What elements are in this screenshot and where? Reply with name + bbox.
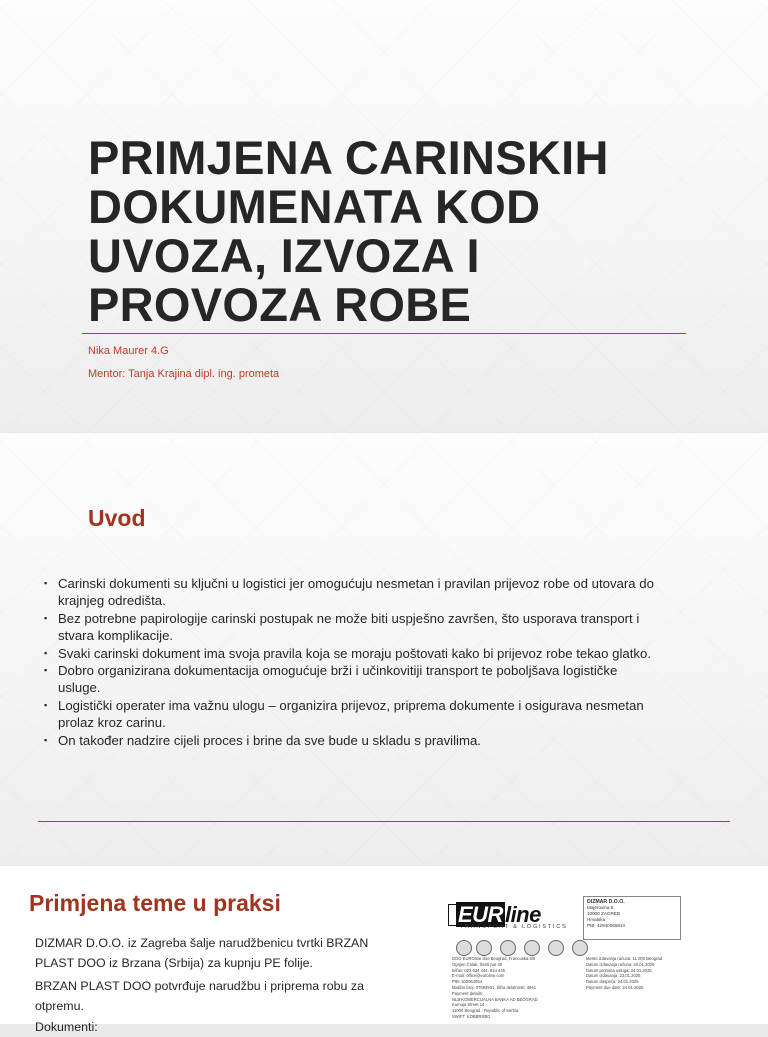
mentor-name: Mentor: Tanja Krajina dipl. ing. prometa: [88, 368, 280, 380]
bullet-icon: ▪: [44, 734, 48, 745]
title-line: DOKUMENATA KOD: [88, 180, 541, 233]
title-line: UVOZA, IZVOZA I: [88, 229, 480, 282]
address-line: PIB: 42840065810: [587, 923, 626, 928]
bullet-text: Bez potrebne papirologije carinski postupak ne može biti uspješno završen, što usporava transport i stvara komplikacije.: [58, 610, 640, 644]
certification-icon: [500, 940, 516, 956]
list-item: [44, 662, 654, 697]
recipient-address-box: [583, 896, 681, 940]
logo-word-left: EUR: [458, 902, 503, 927]
practice-slide: [0, 866, 768, 1034]
section-heading: Primjena teme u praksi: [29, 890, 281, 916]
logo-word-right: line: [504, 902, 541, 927]
logo-tagline: TRANSPORT & LOGISTICS: [460, 924, 568, 930]
bullet-text: On također nadzire cijeli proces i brine da sve bude u skladu s pravilima.: [58, 732, 481, 748]
paragraph: BRZAN PLAST DOO potvrđuje narudžbu i priprema robu za otpremu.: [35, 979, 364, 1013]
presentation-title: [88, 133, 708, 329]
title-divider: [82, 333, 686, 334]
address-line: Hrvatska: [587, 917, 606, 922]
certification-icon: [476, 940, 492, 956]
invoice-document-image: [444, 894, 689, 1024]
list-item: [44, 645, 654, 662]
address-line: Majerovina 5: [587, 905, 614, 910]
bullet-icon: ▪: [44, 699, 48, 710]
bullet-text: Logistički operater ima važnu ulogu – organizira prijevoz, priprema dokumente i osigurava nesmetan prolaz kroz carinu.: [58, 697, 644, 731]
invoice-dates: Mesto izdavanja računa: 11 000 Beograd Datum izdavanja računa: 24.01.2025 Datum prometa usluga: 24.01.2025 Datum izdavanja: 23.01.2025 Datum dospeća: 24.01.2025 Payment due date: 24.01.2025: [586, 956, 663, 990]
author-name: Nika Maurer 4.G: [88, 345, 169, 357]
list-item: [44, 697, 654, 732]
bullet-text: Svaki carinski dokument ima svoja pravila koja se moraju poštovati kako bi prijevoz robe tekao glatko.: [58, 645, 651, 661]
section-heading: Uvod: [88, 505, 146, 531]
bullet-text: Dobro organizirana dokumentacija omogućuje brži i učinkovitiji transport te poboljšava logističke usluge.: [58, 663, 618, 696]
certification-icon: [524, 940, 540, 956]
bullet-icon: ▪: [44, 578, 48, 588]
title-line: PROVOZA ROBE: [88, 278, 472, 331]
euroline-logo: [448, 902, 583, 932]
list-item: [44, 610, 654, 645]
list-item: [44, 575, 654, 610]
sender-details: DOO EUROline doo Beograd, Francuska 6/II Ognjen Čolak, Šenti put 30 telfax: 022 624 444, 624 445 E-mail: office@euroline.com PIB: 100064054 Matični broj: 07693501, Šifra delatnosti: 4941 Payment details: NLB KOMERCIJALNA BANKA AD BEOGRAD Kumuja Street 14 11000 Beograd - Republic of Serbia SWIFT: KOBBRSBG: [452, 956, 538, 1019]
bullet-text: Carinski dokumenti su ključni u logistici jer omogućuju nesmetan i pravilan prijevoz robe od utovara do krajnjeg odredišta.: [58, 576, 654, 609]
intro-slide: [0, 433, 768, 865]
address-line: DIZMAR D.O.O.: [587, 899, 625, 905]
certification-icon: [572, 940, 588, 956]
title-slide: [0, 0, 768, 432]
certification-icon: [456, 940, 472, 956]
paragraph: Dokumenti:: [35, 1020, 98, 1034]
title-line: PRIMJENA CARINSKIH: [88, 131, 609, 184]
section-divider: [38, 821, 730, 822]
address-line: 10000 ZAGREB: [587, 911, 620, 916]
bullet-icon: ▪: [44, 612, 48, 623]
bullet-icon: ▪: [44, 647, 48, 658]
bullet-icon: ▪: [44, 665, 48, 676]
paragraph: DIZMAR D.O.O. iz Zagreba šalje narudžbenicu tvrtki BRZAN PLAST DOO iz Brzana (Srbija) za kupnju PE folije.: [35, 936, 369, 970]
bullet-list: [44, 575, 654, 749]
certification-icon: [548, 940, 564, 956]
list-item: [44, 732, 654, 749]
